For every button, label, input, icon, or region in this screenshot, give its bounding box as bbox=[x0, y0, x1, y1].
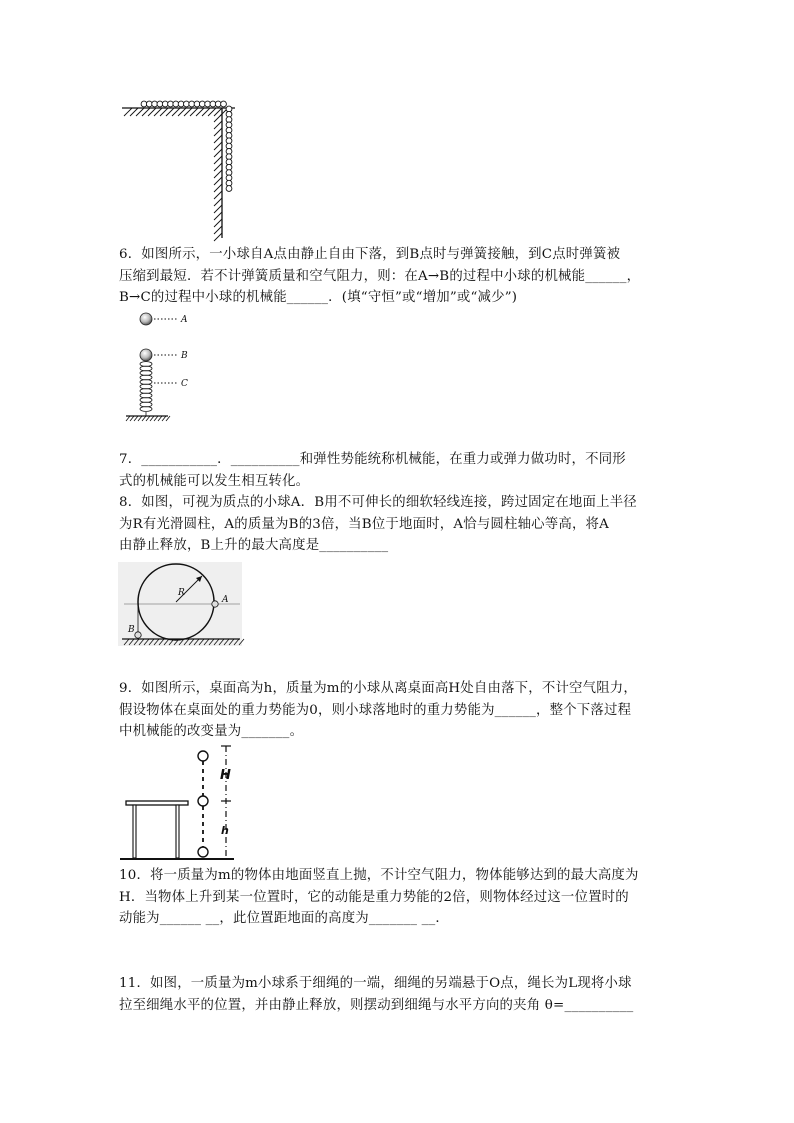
ball-a bbox=[140, 313, 152, 325]
q7-line-2: 式的机械能可以发生相互转化。 bbox=[119, 473, 310, 489]
ball-b bbox=[140, 349, 152, 361]
q8-line-2: 为R有光滑圆柱，A的质量为B的3倍，当B位于地面时，A恰与圆柱轴心等高，将A bbox=[119, 516, 610, 532]
q9-line-1: 9．如图所示，桌面高为h，质量为m的小球从离桌面高H处自由落下，不计空气阻力， bbox=[119, 681, 637, 696]
q7-line-1: 7．___________．__________和弹性势能统称机械能，在重力或弹力做功时，不同形 bbox=[119, 452, 626, 467]
label-c: C bbox=[181, 379, 188, 389]
q6-line-2: 压缩到最短．若不计弹簧质量和空气阻力，则：在A→B的过程中小球的机械能______， bbox=[119, 268, 641, 284]
table-figure bbox=[118, 742, 243, 862]
q8-line-1: 8．如图，可视为质点的小球A．B用不可伸长的细软轻线连接，跨过固定在地面上半径 bbox=[119, 495, 637, 510]
label-b: B bbox=[181, 351, 188, 361]
label-h-lower: h bbox=[221, 824, 229, 837]
q10-line-3: 动能为______ __，此位置距地面的高度为_______ __． bbox=[119, 911, 449, 926]
ball-b bbox=[135, 632, 141, 638]
label-h-upper: H bbox=[220, 768, 231, 783]
q9-line-3: 中机械能的改变量为_______。 bbox=[119, 724, 304, 739]
ball-bottom bbox=[198, 847, 208, 857]
q11-line-2: 拉至细绳水平的位置，并由静止释放，则摆动到细绳与水平方向的夹角 θ=__________ bbox=[119, 997, 634, 1013]
q6-line-3: B→C的过程中小球的机械能______．(填“守恒”或“增加”或“减少”) bbox=[119, 290, 518, 305]
q9-line-2: 假设物体在桌面处的重力势能为0，则小球落地时的重力势能为______，整个下落过程 bbox=[119, 702, 632, 718]
q10-line-1: 10．将一质量为m的物体由地面竖直上抛，不计空气阻力，物体能够达到的最大高度为 bbox=[119, 868, 639, 883]
spring-figure bbox=[118, 308, 208, 426]
label-a: A bbox=[222, 595, 229, 605]
ball-top bbox=[198, 751, 208, 761]
q8-line-3: 由静止释放，B上升的最大高度是__________ bbox=[119, 538, 389, 553]
label-b: B bbox=[128, 625, 135, 635]
q11-line-1: 11．如图，一质量为m小球系于细绳的一端，细绳的另端悬于O点，绳长为L现将小球 bbox=[119, 976, 632, 991]
label-a: A bbox=[181, 315, 188, 325]
q10-line-2: H．当物体上升到某一位置时，它的动能是重力势能的2倍，则物体经过这一位置时的 bbox=[119, 889, 629, 905]
cylinder-figure bbox=[118, 562, 242, 646]
ball-middle bbox=[198, 796, 208, 806]
chain-figure bbox=[118, 96, 248, 242]
label-r: R bbox=[178, 588, 185, 598]
q6-line-1: 6．如图所示，一小球自A点由静止自由下落，到B点时与弹簧接触，到C点时弹簧被 bbox=[119, 247, 621, 262]
ball-a bbox=[212, 601, 218, 607]
